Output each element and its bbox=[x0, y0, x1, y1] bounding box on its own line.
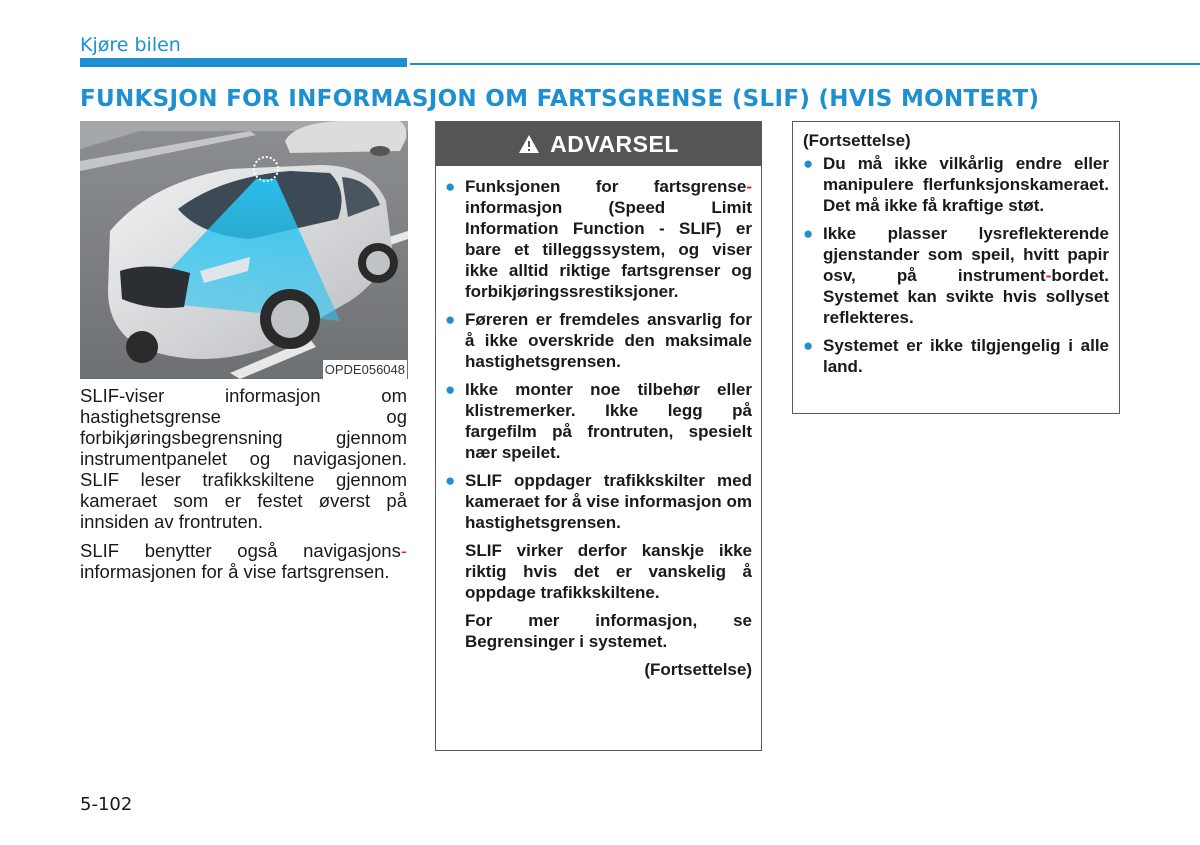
bullet-dot-icon: ● bbox=[803, 336, 814, 355]
continued-item-text: Du må ikke vilkårlig endre eller manipulere flerfunksjonskameraet. Det må ikke få kraftige støt. bbox=[823, 154, 1109, 215]
car-illustration-svg bbox=[80, 121, 408, 379]
header-rule-thick bbox=[80, 58, 407, 67]
warning-item bbox=[445, 309, 752, 372]
body-text bbox=[80, 385, 407, 590]
warning-item bbox=[445, 470, 752, 533]
body-paragraph-1: SLIF-viser informasjon om hastighetsgrense og forbikjøringsbegrensning gjennom instrumentpanelet og navigasjonen. SLIF leser trafikkskiltene gjennom kameraet som er festet øverst på innsiden av frontruten. bbox=[80, 385, 407, 532]
continued-item-2-part-a: Ikke plasser lysreflekterende gjenstander som speil, hvitt papir osv, på instrument bbox=[823, 224, 1109, 285]
warning-item-text: SLIF oppdager trafikkskilter med kameraet for å vise informasjon om hastighetsgrensen. bbox=[465, 471, 752, 532]
body-paragraph-2 bbox=[80, 540, 407, 582]
warning-item-text: Føreren er fremdeles ansvarlig for å ikke overskride den maksimale hastighetsgrensen. bbox=[465, 310, 752, 371]
bullet-dot-icon: ● bbox=[445, 471, 456, 490]
continued-item bbox=[803, 335, 1109, 377]
continued-label: (Fortsettelse) bbox=[644, 660, 752, 679]
warning-triangle-icon bbox=[518, 134, 540, 154]
warning-item-text: Ikke monter noe tilbehør eller klistremerker. Ikke legg på fargefilm på frontruten, spesielt nær speilet. bbox=[465, 380, 752, 462]
warning-box bbox=[435, 121, 762, 751]
continued-item-text: Systemet er ikke tilgjengelig i alle land. bbox=[823, 336, 1109, 376]
section-label: Kjøre bilen bbox=[80, 34, 181, 56]
warning-item bbox=[445, 176, 752, 302]
continued-item bbox=[803, 153, 1109, 216]
warning-item-4-reference: For mer informasjon, se Begrensinger i systemet. bbox=[465, 611, 752, 651]
continued-item-2-part-b: bordet. Systemet kan svikte hvis sollyset reflekteres. bbox=[823, 266, 1109, 327]
figure-caption: OPDE056048 bbox=[324, 362, 405, 377]
page-number: 5-102 bbox=[80, 794, 133, 815]
continued-item-text bbox=[823, 223, 1109, 328]
warning-title: ADVARSEL bbox=[550, 130, 679, 157]
bullet-dot-icon: ● bbox=[445, 310, 456, 329]
hyphen-mark: - bbox=[1045, 266, 1052, 285]
warning-header bbox=[436, 122, 761, 166]
bullet-dot-icon: ● bbox=[445, 380, 456, 399]
bullet-dot-icon: ● bbox=[445, 177, 456, 196]
body-paragraph-2-part-a: SLIF benytter også navigasjons bbox=[80, 540, 401, 561]
car-camera-illustration bbox=[80, 121, 408, 379]
hyphen-mark: - bbox=[746, 177, 752, 196]
warning-item-1-part-b: informasjon (Speed Limit Information Function - SLIF) er bare et tilleggssystem, og viser ikke alltid riktige fartsgrenser og forbikjøringssrestiksjoner. bbox=[465, 198, 752, 301]
bullet-dot-icon: ● bbox=[803, 224, 814, 243]
page-title: FUNKSJON FOR INFORMASJON OM FARTSGRENSE (SLIF) (HVIS MONTERT) bbox=[80, 86, 1040, 112]
continued-heading: (Fortsettelse) bbox=[803, 131, 911, 150]
hyphen-mark: - bbox=[400, 540, 407, 561]
warning-item-1-part-a: Funksjonen for fartsgrense bbox=[465, 177, 747, 196]
warning-item bbox=[445, 379, 752, 463]
bullet-dot-icon: ● bbox=[803, 154, 814, 173]
warning-item-4-note: SLIF virker derfor kanskje ikke riktig hvis det er vanskelig å oppdage trafikkskiltene. bbox=[465, 541, 752, 602]
warning-list bbox=[436, 166, 761, 680]
header-rule-thin bbox=[410, 63, 1200, 65]
continued-box bbox=[792, 121, 1120, 414]
body-paragraph-2-part-b: informasjonen for å vise fartsgrensen. bbox=[80, 561, 390, 582]
warning-item-text bbox=[465, 176, 752, 302]
continued-item bbox=[803, 223, 1109, 328]
